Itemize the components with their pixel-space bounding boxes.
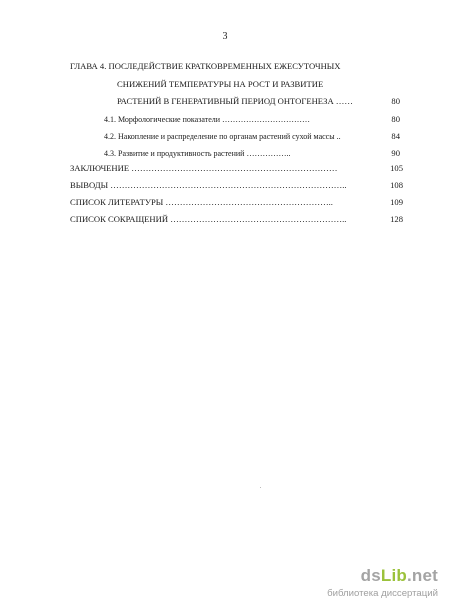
literature-label: СПИСОК ЛИТЕРАТУРЫ …………………………………………………..: [70, 197, 333, 207]
chapter-4-title-line-2: СНИЖЕНИЙ ТЕМПЕРАТУРЫ НА РОСТ И РАЗВИТИЕ: [117, 79, 324, 89]
section-4-1-page: 80: [391, 114, 400, 124]
dslib-logo: [361, 566, 438, 586]
page-number: 3: [222, 31, 228, 42]
conclusion-label: ЗАКЛЮЧЕНИЕ ………………………………………………………………: [70, 163, 338, 173]
chapter-4-title-line-1: ГЛАВА 4. ПОСЛЕДЕЙСТВИЕ КРАТКОВРЕМЕННЫХ ЕЖЕСУТОЧНЫХ: [70, 61, 341, 71]
conclusion-page: 105: [390, 163, 403, 173]
section-4-3-page: 90: [391, 148, 400, 158]
chapter-4-page: 80: [391, 96, 400, 106]
logo-ds: ds: [360, 566, 381, 585]
section-4-3-label: 4.3. Развитие и продуктивность растений ……………..: [104, 149, 291, 158]
logo-lib: Lib: [380, 566, 407, 585]
watermark-subtitle: библиотека диссертаций: [327, 588, 438, 599]
section-4-2-page: 84: [391, 131, 400, 141]
findings-label: ВЫВОДЫ ………………………………………………………………………..: [70, 180, 347, 190]
section-4-2-label: 4.2. Накопление и распределение по органам растений сухой массы ..: [104, 132, 341, 141]
abbreviations-page: 128: [390, 214, 403, 224]
chapter-4-title-line-3: РАСТЕНИЙ В ГЕНЕРАТИВНЫЙ ПЕРИОД ОНТОГЕНЕЗА ……: [117, 96, 353, 106]
section-4-1-label: 4.1. Морфологические показатели ……………………………: [104, 115, 311, 124]
logo-net: .net: [406, 566, 438, 585]
dslib-watermark: [318, 566, 446, 604]
scan-speck: [260, 487, 261, 488]
literature-page: 109: [390, 197, 403, 207]
findings-page: 108: [390, 180, 403, 190]
abbreviations-label: СПИСОК СОКРАЩЕНИЙ ……………………………………………………..: [70, 214, 347, 224]
